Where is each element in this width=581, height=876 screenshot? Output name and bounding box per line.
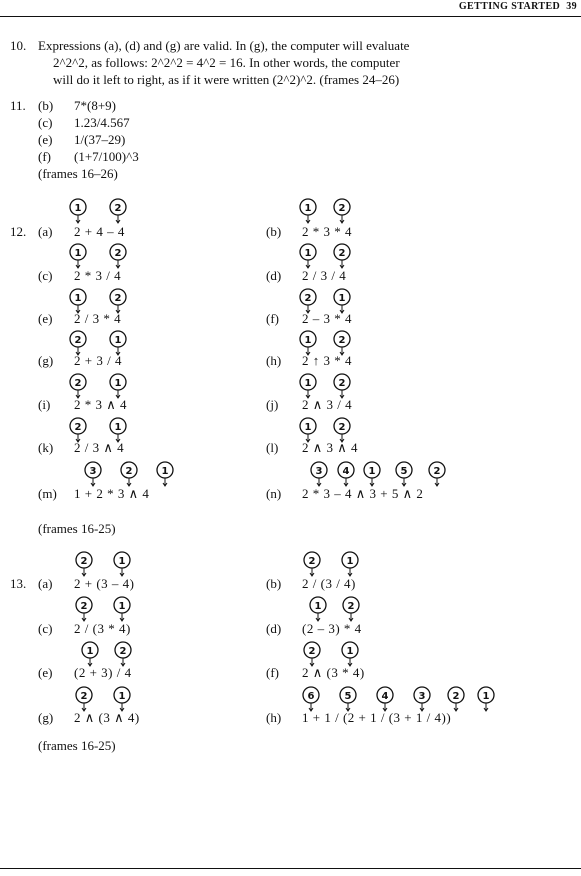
svg-text:2: 2 (114, 293, 122, 304)
q12-frames-reference: (frames 16-25) (38, 521, 116, 536)
q13-item-expression: 1 + 1 / (2 + 1 / (3 + 1 / 4)) (302, 710, 452, 725)
evaluation-order-marker (157, 462, 173, 486)
q13-item-expression: 2 / (3 / 4) (302, 576, 356, 591)
evaluation-order-marker (114, 687, 130, 711)
svg-text:1: 1 (304, 335, 312, 346)
svg-text:5: 5 (400, 466, 408, 477)
evaluation-order-marker (304, 642, 320, 666)
evaluation-order-marker (300, 289, 316, 313)
svg-text:1: 1 (304, 378, 312, 389)
evaluation-order-marker (70, 374, 86, 398)
q13-item-label: (h) (266, 710, 282, 725)
q13-item-label: (c) (38, 621, 53, 636)
svg-text:4: 4 (381, 691, 389, 702)
evaluation-order-marker (338, 462, 354, 486)
q12-item-label: (l) (266, 440, 279, 455)
evaluation-order-marker (396, 462, 412, 486)
evaluation-order-marker (300, 418, 316, 442)
order-circles (68, 596, 136, 622)
svg-text:2: 2 (308, 556, 316, 567)
svg-text:2: 2 (338, 378, 346, 389)
order-circles (296, 551, 364, 577)
question-13-number: 13. (10, 576, 27, 591)
q12-item-label: (e) (38, 311, 53, 326)
evaluation-order-marker (310, 597, 326, 621)
svg-text:1: 1 (314, 601, 322, 612)
q11-item-label: (e) (38, 132, 53, 147)
svg-text:1: 1 (368, 466, 376, 477)
q11-frames-reference: (frames 16–26) (38, 166, 118, 181)
svg-text:2: 2 (452, 691, 460, 702)
q12-item-expression: 2 ↑ 3 * 4 (302, 353, 352, 368)
evaluation-order-marker (114, 597, 130, 621)
q12-item-expression: 2 / 3 ∧ 4 (74, 440, 125, 455)
svg-text:3: 3 (418, 691, 426, 702)
svg-text:2: 2 (74, 378, 82, 389)
q13-item-expression: 2 ∧ (3 ∧ 4) (74, 710, 140, 725)
evaluation-order-marker (300, 199, 316, 223)
question-10-line-3: will do it left to right, as if it were written (2^2)^2. (frames 24–26) (53, 72, 400, 87)
q12-item-expression: 2 – 3 * 4 (302, 311, 352, 326)
q13-item-label: (a) (38, 576, 53, 591)
question-10-line-1: Expressions (a), (d) and (g) are valid. In (g), the computer will evaluate (38, 38, 410, 53)
svg-text:1: 1 (304, 203, 312, 214)
order-circles (296, 686, 500, 712)
order-circles (296, 461, 451, 487)
svg-text:2: 2 (125, 466, 133, 477)
q12-item-label: (i) (38, 397, 51, 412)
evaluation-order-marker (70, 289, 86, 313)
svg-text:1: 1 (161, 466, 169, 477)
q12-item-expression: 2 + 3 / 4 (74, 353, 122, 368)
order-circles (68, 243, 132, 269)
q13-item-label: (d) (266, 621, 282, 636)
evaluation-order-marker (429, 462, 445, 486)
evaluation-order-marker (110, 374, 126, 398)
svg-text:2: 2 (114, 248, 122, 259)
q11-item-label: (b) (38, 98, 54, 113)
svg-text:1: 1 (346, 646, 354, 657)
q12-item-expression: 2 + 4 – 4 (74, 224, 125, 239)
evaluation-order-marker (343, 597, 359, 621)
svg-text:1: 1 (86, 646, 94, 657)
q12-item-label: (n) (266, 486, 282, 501)
q13-item-expression: 2 ∧ (3 * 4) (302, 665, 365, 680)
svg-text:1: 1 (304, 248, 312, 259)
svg-text:1: 1 (74, 293, 82, 304)
order-circles (68, 686, 136, 712)
order-circles (296, 198, 356, 224)
svg-text:2: 2 (308, 646, 316, 657)
evaluation-order-marker (334, 199, 350, 223)
svg-text:3: 3 (315, 466, 323, 477)
svg-text:1: 1 (118, 556, 126, 567)
order-circles (296, 596, 365, 622)
q13-item-label: (e) (38, 665, 53, 680)
svg-text:1: 1 (114, 422, 122, 433)
order-circles (296, 641, 364, 667)
evaluation-order-marker (82, 642, 98, 666)
q11-item-expression: 1.23/4.567 (74, 115, 130, 130)
order-circles (68, 461, 179, 487)
question-11-number: 11. (10, 98, 26, 113)
svg-text:1: 1 (74, 248, 82, 259)
q13-item-expression: 2 + (3 – 4) (74, 576, 135, 591)
q12-item-expression: 1 + 2 * 3 ∧ 4 (74, 486, 150, 501)
svg-text:2: 2 (80, 556, 88, 567)
q13-frames-reference: (frames 16-25) (38, 738, 116, 753)
evaluation-order-marker (110, 331, 126, 355)
header-title: GETTING STARTED (458, 1, 561, 12)
page-number: 39 (566, 1, 577, 12)
q12-item-label: (h) (266, 353, 282, 368)
evaluation-order-marker (414, 687, 430, 711)
evaluation-order-marker (334, 331, 350, 355)
q12-item-expression: 2 * 3 / 4 (74, 268, 122, 283)
evaluation-order-marker (448, 687, 464, 711)
svg-text:1: 1 (304, 422, 312, 433)
q12-item-label: (k) (38, 440, 54, 455)
svg-text:2: 2 (347, 601, 355, 612)
svg-text:2: 2 (119, 646, 127, 657)
order-circles (68, 551, 136, 577)
svg-text:1: 1 (114, 378, 122, 389)
evaluation-order-marker (76, 552, 92, 576)
evaluation-order-marker (70, 199, 86, 223)
svg-text:1: 1 (118, 601, 126, 612)
svg-text:1: 1 (74, 203, 82, 214)
evaluation-order-marker (340, 687, 356, 711)
running-header (0, 0, 581, 17)
evaluation-order-marker (115, 642, 131, 666)
q12-item-expression: 2 ∧ 3 / 4 (302, 397, 353, 412)
svg-text:2: 2 (338, 203, 346, 214)
svg-text:2: 2 (338, 422, 346, 433)
evaluation-order-marker (110, 244, 126, 268)
svg-text:2: 2 (433, 466, 441, 477)
q13-item-label: (g) (38, 710, 54, 725)
evaluation-order-marker (304, 552, 320, 576)
evaluation-order-marker (334, 418, 350, 442)
q11-item-expression: (1+7/100)^3 (74, 149, 139, 164)
order-circles (68, 198, 132, 224)
evaluation-order-marker (342, 642, 358, 666)
q13-item-expression: (2 – 3) * 4 (302, 621, 362, 636)
q13-item-label: (f) (266, 665, 279, 680)
q11-item-label: (f) (38, 149, 51, 164)
q12-item-label: (m) (38, 486, 57, 501)
svg-text:2: 2 (304, 293, 312, 304)
q12-item-label: (f) (266, 311, 279, 326)
q12-item-expression: 2 ∧ 3 ∧ 4 (302, 440, 359, 455)
svg-text:2: 2 (74, 335, 82, 346)
order-circles (68, 373, 132, 399)
evaluation-order-marker (70, 244, 86, 268)
evaluation-order-marker (377, 687, 393, 711)
svg-text:3: 3 (89, 466, 97, 477)
svg-text:1: 1 (114, 335, 122, 346)
svg-text:1: 1 (482, 691, 490, 702)
svg-text:2: 2 (338, 248, 346, 259)
evaluation-order-marker (342, 552, 358, 576)
svg-text:5: 5 (344, 691, 352, 702)
evaluation-order-marker (70, 418, 86, 442)
question-12-number: 12. (10, 224, 27, 239)
order-circles (296, 373, 356, 399)
q12-item-expression: 2 * 3 * 4 (302, 224, 352, 239)
evaluation-order-marker (114, 552, 130, 576)
order-circles (68, 641, 137, 667)
evaluation-order-marker (85, 462, 101, 486)
svg-text:6: 6 (307, 691, 315, 702)
evaluation-order-marker (70, 331, 86, 355)
q12-item-label: (d) (266, 268, 282, 283)
svg-text:2: 2 (114, 203, 122, 214)
q11-item-expression: 1/(37–29) (74, 132, 126, 147)
svg-text:1: 1 (338, 293, 346, 304)
evaluation-order-marker (76, 687, 92, 711)
order-circles (296, 243, 356, 269)
evaluation-order-marker (334, 374, 350, 398)
q12-item-expression: 2 * 3 ∧ 4 (74, 397, 128, 412)
q11-item-label: (c) (38, 115, 53, 130)
q13-item-label: (b) (266, 576, 282, 591)
q11-item-expression: 7*(8+9) (74, 98, 116, 113)
q13-item-expression: (2 + 3) / 4 (74, 665, 132, 680)
q12-item-expression: 2 * 3 – 4 ∧ 3 + 5 ∧ 2 (302, 486, 424, 501)
question-10-line-2: 2^2^2, as follows: 2^2^2 = 4^2 = 16. In other words, the computer (53, 55, 400, 70)
evaluation-order-marker (303, 687, 319, 711)
evaluation-order-marker (110, 199, 126, 223)
svg-text:2: 2 (338, 335, 346, 346)
svg-text:2: 2 (80, 601, 88, 612)
evaluation-order-marker (334, 244, 350, 268)
q13-item-expression: 2 / (3 * 4) (74, 621, 131, 636)
svg-text:2: 2 (74, 422, 82, 433)
footer-rule (0, 868, 581, 869)
evaluation-order-marker (121, 462, 137, 486)
evaluation-order-marker (300, 331, 316, 355)
evaluation-order-marker (76, 597, 92, 621)
evaluation-order-marker (364, 462, 380, 486)
q12-item-label: (c) (38, 268, 53, 283)
q12-item-label: (g) (38, 353, 54, 368)
q12-item-expression: 2 / 3 * 4 (74, 311, 122, 326)
svg-text:4: 4 (342, 466, 350, 477)
evaluation-order-marker (478, 687, 494, 711)
svg-text:2: 2 (80, 691, 88, 702)
svg-text:1: 1 (118, 691, 126, 702)
evaluation-order-marker (110, 289, 126, 313)
evaluation-order-marker (300, 244, 316, 268)
svg-text:1: 1 (346, 556, 354, 567)
q12-item-label: (j) (266, 397, 279, 412)
question-10-number: 10. (10, 38, 27, 53)
q12-item-label: (b) (266, 224, 282, 239)
evaluation-order-marker (110, 418, 126, 442)
header-text (459, 1, 577, 12)
evaluation-order-marker (311, 462, 327, 486)
q12-item-expression: 2 / 3 / 4 (302, 268, 347, 283)
evaluation-order-marker (334, 289, 350, 313)
q12-item-label: (a) (38, 224, 53, 239)
evaluation-order-marker (300, 374, 316, 398)
